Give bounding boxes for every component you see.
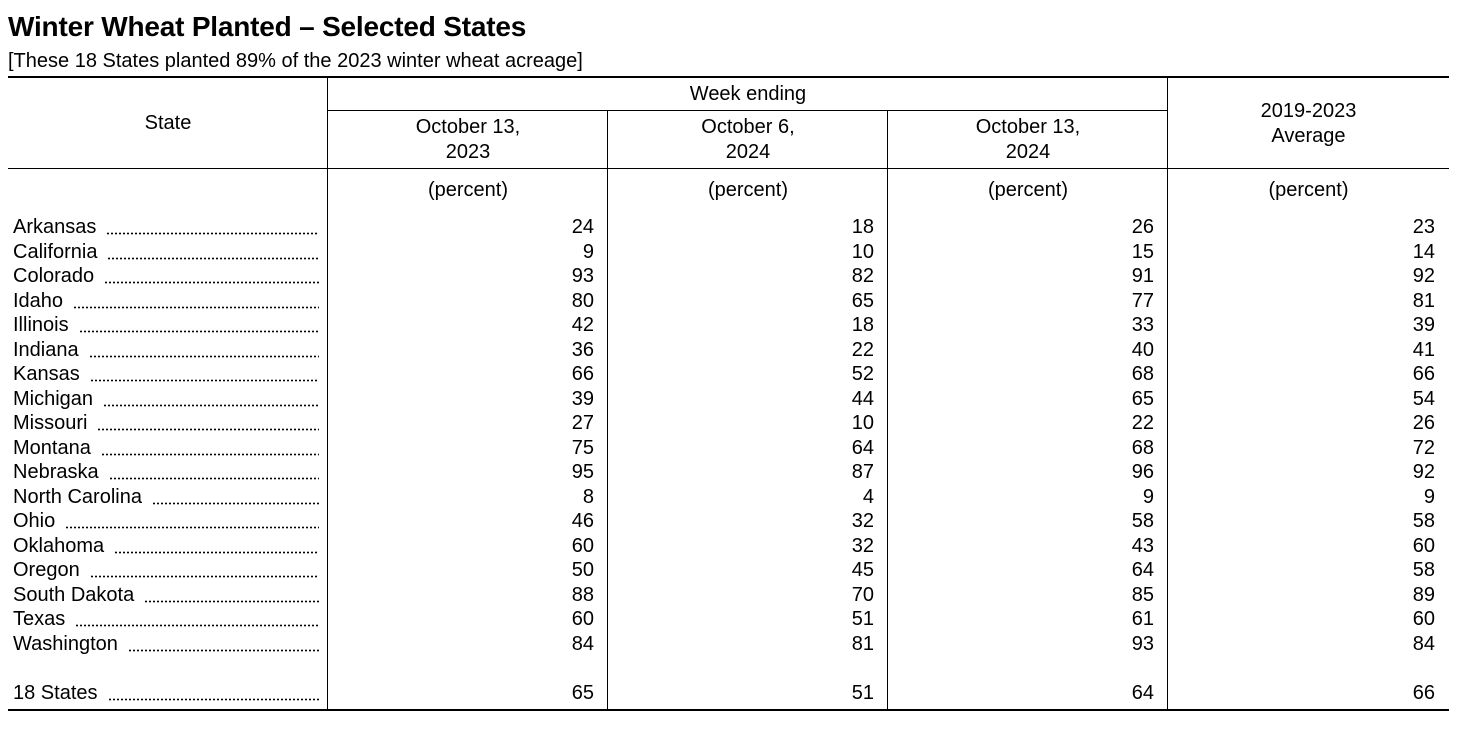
state-row-value: 91	[1131, 265, 1154, 287]
column-header-average	[1168, 99, 1449, 149]
state-row-value: 64	[1131, 559, 1154, 581]
state-row-value: 66	[1412, 363, 1435, 385]
state-row-value: 41	[1412, 338, 1435, 361]
state-row-value: 77	[1131, 289, 1154, 312]
column-header-oct6-2024	[608, 115, 888, 165]
state-row-value: 72	[1412, 436, 1435, 459]
total-row-value: 51	[851, 682, 874, 704]
state-row-value: 27	[571, 412, 594, 434]
column-divider	[327, 78, 328, 709]
state-row-value: 92	[1412, 265, 1435, 287]
state-row-label	[13, 338, 319, 363]
state-row-value: 81	[1412, 289, 1435, 312]
state-row-value: 51	[851, 608, 874, 630]
state-row-value: 68	[1131, 436, 1154, 459]
state-row-label	[13, 313, 319, 338]
state-row-value: 40	[1131, 338, 1154, 361]
total-row-value: 64	[1131, 682, 1154, 704]
state-name-text: Nebraska	[13, 461, 99, 483]
state-row-value: 65	[1131, 387, 1154, 410]
state-row-value: 10	[851, 412, 874, 434]
state-name-text: Michigan	[13, 387, 94, 410]
column-divider	[1167, 78, 1168, 709]
state-row-value: 87	[851, 461, 874, 483]
state-row-label	[13, 240, 319, 265]
state-row-value: 9	[582, 240, 594, 263]
column-header-line: 2024	[1005, 141, 1051, 163]
state-row-value: 54	[1412, 387, 1435, 410]
state-row-value: 26	[1131, 216, 1154, 238]
state-row-value: 23	[1412, 216, 1435, 238]
state-row-value: 92	[1412, 461, 1435, 483]
top-rule	[8, 76, 1449, 78]
state-row-value: 95	[571, 461, 594, 483]
dot-leader	[144, 600, 319, 603]
state-name-text: Idaho	[13, 289, 64, 312]
state-row-value: 39	[1412, 314, 1435, 336]
state-row-label	[13, 632, 319, 657]
table-subtitle: [These 18 States planted 89% of the 2023 winter wheat acreage]	[8, 50, 583, 72]
column-header-line: October 13,	[975, 116, 1081, 138]
state-row-value: 61	[1131, 608, 1154, 630]
state-row-label	[13, 362, 319, 387]
state-row-label	[13, 583, 319, 608]
state-row-value: 36	[571, 338, 594, 361]
state-row-label	[13, 436, 319, 461]
state-row-value: 70	[851, 583, 874, 606]
state-row-value: 33	[1131, 314, 1154, 336]
column-header-line: 2023	[445, 141, 491, 163]
state-row-value: 60	[571, 534, 594, 557]
state-row-value: 64	[851, 436, 874, 459]
dot-leader	[128, 649, 319, 652]
state-row-label	[13, 607, 319, 632]
state-name-text: North Carolina	[13, 485, 142, 508]
state-name-text: Missouri	[13, 412, 88, 434]
state-row-value: 81	[851, 632, 874, 655]
state-name-text: California	[13, 240, 98, 263]
state-name-text: Illinois	[13, 314, 69, 336]
state-row-value: 52	[851, 363, 874, 385]
state-name-text: Indiana	[13, 338, 79, 361]
state-row-value: 58	[1412, 510, 1435, 532]
state-row-value: 14	[1412, 240, 1435, 263]
state-row-value: 84	[571, 632, 594, 655]
state-row-value: 15	[1131, 240, 1154, 263]
state-row-value: 42	[571, 314, 594, 336]
state-row-value: 50	[571, 559, 594, 581]
state-row-value: 80	[571, 289, 594, 312]
state-name-text: Oregon	[13, 559, 80, 581]
state-name-text: Ohio	[13, 510, 56, 532]
state-name-text: Arkansas	[13, 216, 97, 238]
state-row-value: 44	[851, 387, 874, 410]
bottom-rule	[8, 709, 1449, 711]
state-name-text: Oklahoma	[13, 534, 105, 557]
column-header-oct13-2024	[888, 115, 1168, 165]
dot-leader	[109, 477, 319, 480]
unit-label: (percent)	[427, 179, 509, 201]
unit-label: (percent)	[707, 179, 789, 201]
state-row-value: 58	[1412, 559, 1435, 581]
state-row-value: 22	[851, 338, 874, 361]
state-row-value: 22	[1131, 412, 1154, 434]
dot-leader	[75, 624, 319, 627]
state-row-value: 96	[1131, 461, 1154, 483]
dot-leader	[114, 551, 319, 554]
column-header-oct13-2023	[328, 115, 608, 165]
dot-leader	[104, 281, 319, 284]
state-row-value: 58	[1131, 510, 1154, 532]
dot-leader	[107, 257, 319, 260]
state-row-label	[13, 485, 319, 510]
dot-leader	[106, 232, 319, 235]
state-row-value: 10	[851, 240, 874, 263]
dot-leader	[103, 404, 319, 407]
state-name-text: Colorado	[13, 265, 95, 287]
state-row-value: 65	[851, 289, 874, 312]
state-row-value: 32	[851, 510, 874, 532]
state-row-label	[13, 215, 319, 240]
state-row-value: 18	[851, 314, 874, 336]
unit-label: (percent)	[987, 179, 1069, 201]
state-row-label	[13, 411, 319, 436]
state-row-value: 4	[862, 485, 874, 508]
state-row-value: 60	[1412, 608, 1435, 630]
state-name-text: South Dakota	[13, 583, 135, 606]
column-header-line: 2019-2023	[1260, 100, 1357, 122]
dot-leader	[65, 526, 319, 529]
dot-leader	[73, 306, 319, 309]
state-row-label	[13, 509, 319, 534]
state-row-value: 84	[1412, 632, 1435, 655]
state-row-value: 68	[1131, 363, 1154, 385]
state-row-value: 93	[571, 265, 594, 287]
state-name-text: Washington	[13, 632, 118, 655]
state-name-text: Montana	[13, 436, 91, 459]
table-title: Winter Wheat Planted – Selected States	[8, 11, 527, 42]
column-header-line: October 6,	[701, 116, 795, 138]
column-header-line: Average	[1271, 125, 1346, 147]
state-row-value: 88	[571, 583, 594, 606]
state-name-text: 18 States	[13, 682, 98, 704]
state-column-header: State	[144, 112, 192, 134]
column-header-line: October 13,	[415, 116, 521, 138]
state-row-value: 66	[571, 363, 594, 385]
header-rule	[8, 168, 1449, 169]
state-row-value: 60	[1412, 534, 1435, 557]
total-row-value: 66	[1412, 682, 1435, 704]
state-row-value: 46	[571, 510, 594, 532]
state-row-value: 26	[1412, 412, 1435, 434]
state-row-value: 43	[1131, 534, 1154, 557]
column-header-line: 2024	[725, 141, 771, 163]
week-ending-header: Week ending	[689, 83, 807, 105]
state-row-value: 24	[571, 216, 594, 238]
state-row-label	[13, 558, 319, 583]
dot-leader	[90, 575, 319, 578]
dot-leader	[90, 379, 319, 382]
state-row-label	[13, 387, 319, 412]
state-name-text: Texas	[13, 608, 66, 630]
state-row-value: 93	[1131, 632, 1154, 655]
state-row-value: 39	[571, 387, 594, 410]
state-name-text: Kansas	[13, 363, 80, 385]
state-row-value: 18	[851, 216, 874, 238]
total-row-value: 65	[571, 682, 594, 704]
dot-leader	[108, 698, 319, 701]
state-row-value: 75	[571, 436, 594, 459]
dot-leader	[97, 428, 319, 431]
state-row-label	[13, 534, 319, 559]
dot-leader	[152, 502, 319, 505]
state-row-value: 82	[851, 265, 874, 287]
unit-label: (percent)	[1268, 179, 1349, 201]
state-row-value: 85	[1131, 583, 1154, 606]
state-row-value: 9	[1423, 485, 1435, 508]
state-row-label	[13, 289, 319, 314]
total-row-label	[13, 681, 319, 706]
state-row-label	[13, 460, 319, 485]
dot-leader	[101, 453, 319, 456]
state-row-value: 32	[851, 534, 874, 557]
week-ending-rule	[328, 110, 1168, 111]
dot-leader	[79, 330, 319, 333]
state-row-value: 9	[1142, 485, 1154, 508]
state-row-value: 89	[1412, 583, 1435, 606]
state-row-label	[13, 264, 319, 289]
state-row-value: 60	[571, 608, 594, 630]
state-row-value: 45	[851, 559, 874, 581]
state-row-value: 8	[582, 485, 594, 508]
dot-leader	[89, 355, 319, 358]
